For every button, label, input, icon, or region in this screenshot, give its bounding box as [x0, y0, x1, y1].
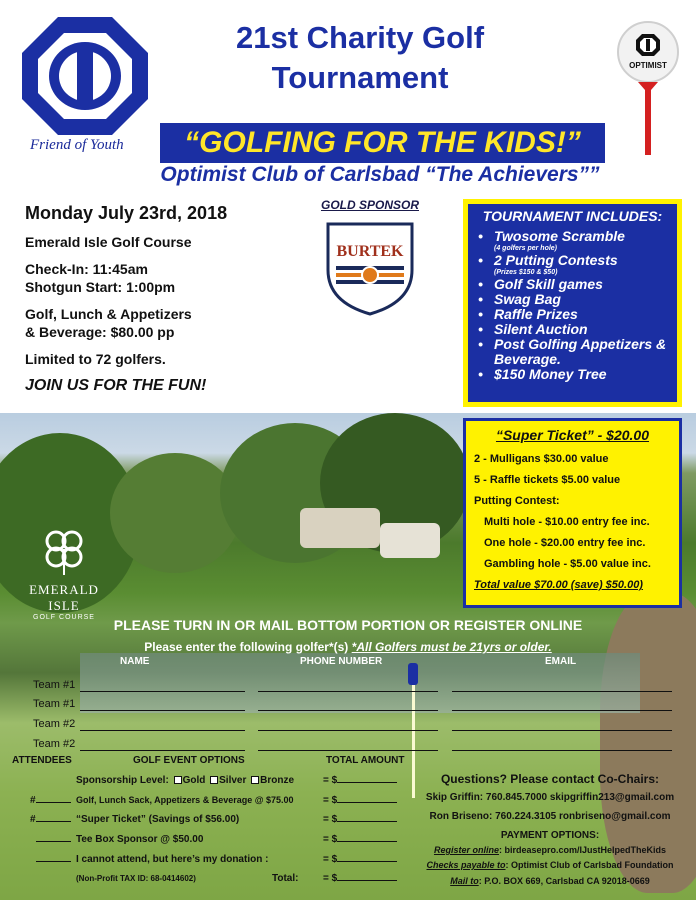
option-super: “Super Ticket” (Savings of $56.00) — [76, 814, 240, 825]
silver-checkbox[interactable] — [210, 776, 218, 784]
list-item: • $150 Money Tree — [476, 367, 669, 382]
contact-question: Questions? Please contact Co-Chairs: — [440, 772, 660, 786]
flag-icon — [408, 663, 418, 685]
super-qty[interactable]: # — [30, 814, 71, 825]
event-date: Monday July 23rd, 2018 — [25, 203, 228, 223]
team-row-label: Team #1 — [33, 679, 76, 691]
donation-qty[interactable] — [36, 854, 71, 865]
includes-heading: TOURNAMENT INCLUDES: — [482, 208, 663, 224]
event-venue: Emerald Isle Golf Course — [25, 234, 192, 250]
bronze-checkbox[interactable] — [251, 776, 259, 784]
email-field[interactable] — [452, 730, 672, 731]
phone-field[interactable] — [258, 730, 438, 731]
payment-mail: Mail to: P.O. BOX 669, Carlsbad CA 92018-0669 — [450, 876, 650, 886]
tournament-includes-box — [463, 199, 682, 407]
options-label: GOLF EVENT OPTIONS — [133, 755, 245, 766]
gold-sponsor — [310, 198, 430, 316]
super-raffle: 5 - Raffle tickets $5.00 value — [474, 474, 621, 486]
option-donation: I cannot attend, but here’s my donation : — [76, 854, 269, 865]
super-mulligans: 2 - Mulligans $30.00 value — [474, 453, 609, 465]
super-putting-label: Putting Contest: — [474, 495, 560, 507]
lunch-qty[interactable]: # — [30, 795, 71, 806]
tee-amount[interactable]: = $ — [323, 834, 397, 845]
join-cta: JOIN US FOR THE FUN! — [25, 377, 207, 394]
package-line-1: Golf, Lunch & Appetizers — [25, 306, 192, 322]
emerald-isle-sub: GOLF COURSE — [33, 614, 95, 621]
logo-tagline: Friend of Youth — [30, 137, 124, 153]
form-heading: PLEASE TURN IN OR MAIL BOTTOM PORTION OR REGISTER ONLINE — [113, 617, 583, 633]
emerald-isle-logo — [14, 525, 114, 621]
super-amount[interactable]: = $ — [323, 814, 397, 825]
attendees-label: ATTENDEES — [12, 755, 72, 766]
super-gambling-hole: Gambling hole - $5.00 value inc. — [484, 558, 651, 570]
total-amount[interactable]: = $ — [323, 873, 397, 884]
payment-online: Register online: birdeasepro.com/IJustHelpedTheKids — [433, 845, 667, 855]
name-field[interactable] — [80, 691, 245, 692]
payment-heading: PAYMENT OPTIONS: — [500, 830, 600, 841]
name-field[interactable] — [80, 730, 245, 731]
super-total: Total value $70.00 (save) $50.00) — [474, 579, 643, 591]
payment-checks: Checks payable to: Optimist Club of Carlsbad Foundation — [426, 860, 674, 870]
event-limit: Limited to 72 golfers. — [25, 351, 166, 367]
optimist-logo — [20, 15, 150, 154]
contact-chair-1: Skip Griffin: 760.845.7000 skipgriffin213@gmail.com — [425, 792, 675, 803]
list-item: • Swag Bag — [476, 292, 669, 307]
includes-list — [476, 229, 669, 382]
optimist-octagon-icon — [20, 15, 150, 137]
donation-amount[interactable]: = $ — [323, 854, 397, 865]
list-item: • 2 Putting Contests (Prizes $150 & $50) — [476, 253, 669, 277]
tee-qty[interactable] — [36, 834, 71, 845]
package-line-2: & Beverage: $80.00 pp — [25, 324, 175, 340]
total-label: Total: — [272, 873, 299, 884]
tax-id: (Non-Profit TAX ID: 68-0414602) — [76, 874, 196, 883]
shotgun-time: Shotgun Start: 1:00pm — [25, 279, 176, 295]
phone-field[interactable] — [258, 691, 438, 692]
col-email: EMAIL — [545, 656, 577, 667]
team-row-label: Team #2 — [33, 718, 76, 730]
name-field[interactable] — [80, 750, 245, 751]
total-amount-label: TOTAL AMOUNT — [326, 755, 405, 766]
super-ticket-heading: “Super Ticket” - $20.00 — [495, 427, 650, 443]
clover-icon — [38, 525, 90, 577]
event-details — [25, 203, 310, 404]
form-instruction: Please enter the following golfer*(s) *All Golfers must be 21yrs or older. — [144, 640, 552, 654]
col-phone: PHONE NUMBER — [300, 656, 383, 667]
sponsor-name: BURTEK — [336, 243, 404, 260]
list-item: • Silent Auction — [476, 322, 669, 337]
list-item: • Golf Skill games — [476, 277, 669, 292]
checkin-time: Check-In: 11:45am — [25, 261, 148, 277]
contact-chair-2: Ron Briseno: 760.224.3105 ronbriseno@gmail.com — [429, 811, 671, 822]
gold-checkbox[interactable] — [174, 776, 182, 784]
col-name: NAME — [120, 656, 150, 667]
emerald-isle-name: EMERALD ISLE — [29, 582, 99, 613]
event-package — [25, 305, 310, 341]
sponsor-label: GOLD SPONSOR — [320, 198, 419, 212]
golf-ball-icon — [616, 20, 680, 160]
email-field[interactable] — [452, 691, 672, 692]
lunch-amount[interactable]: = $ — [323, 795, 397, 806]
option-lunch: Golf, Lunch Sack, Appetizers & Beverage @ $75.00 — [76, 795, 294, 805]
burtek-shield-icon — [322, 218, 418, 316]
super-one-hole: One hole - $20.00 entry fee inc. — [484, 537, 646, 549]
option-tee: Tee Box Sponsor @ $50.00 — [76, 834, 204, 845]
page-title — [160, 18, 560, 98]
email-field[interactable] — [452, 750, 672, 751]
name-field[interactable] — [80, 710, 245, 711]
sponsorship-amount[interactable]: = $ — [323, 775, 397, 786]
club-name: Optimist Club of Carlsbad “The Achievers”” — [160, 163, 600, 186]
team-row-label: Team #2 — [33, 738, 76, 750]
super-multi-hole: Multi hole - $10.00 entry fee inc. — [484, 516, 650, 528]
team-row-label: Team #1 — [33, 698, 76, 710]
age-requirement: *All Golfers must be 21yrs or older. — [351, 640, 552, 654]
title-line-1: 21st Charity Golf — [235, 20, 485, 55]
list-item: • Raffle Prizes — [476, 307, 669, 322]
phone-field[interactable] — [258, 710, 438, 711]
email-field[interactable] — [452, 710, 672, 711]
title-line-2: Tournament — [271, 60, 449, 95]
super-ticket-box — [463, 418, 682, 608]
list-item: • Twosome Scramble (4 golfers per hole) — [476, 229, 669, 253]
sponsorship-level-row: Sponsorship Level: Gold Silver Bronze — [76, 775, 295, 786]
event-times — [25, 260, 310, 296]
list-item: • Post Golfing Appetizers & Beverage. — [476, 337, 669, 367]
ball-logo-text: OPTIMIST — [629, 61, 667, 70]
phone-field[interactable] — [258, 750, 438, 751]
title-banner: “GOLFING FOR THE KIDS!” — [160, 123, 605, 163]
